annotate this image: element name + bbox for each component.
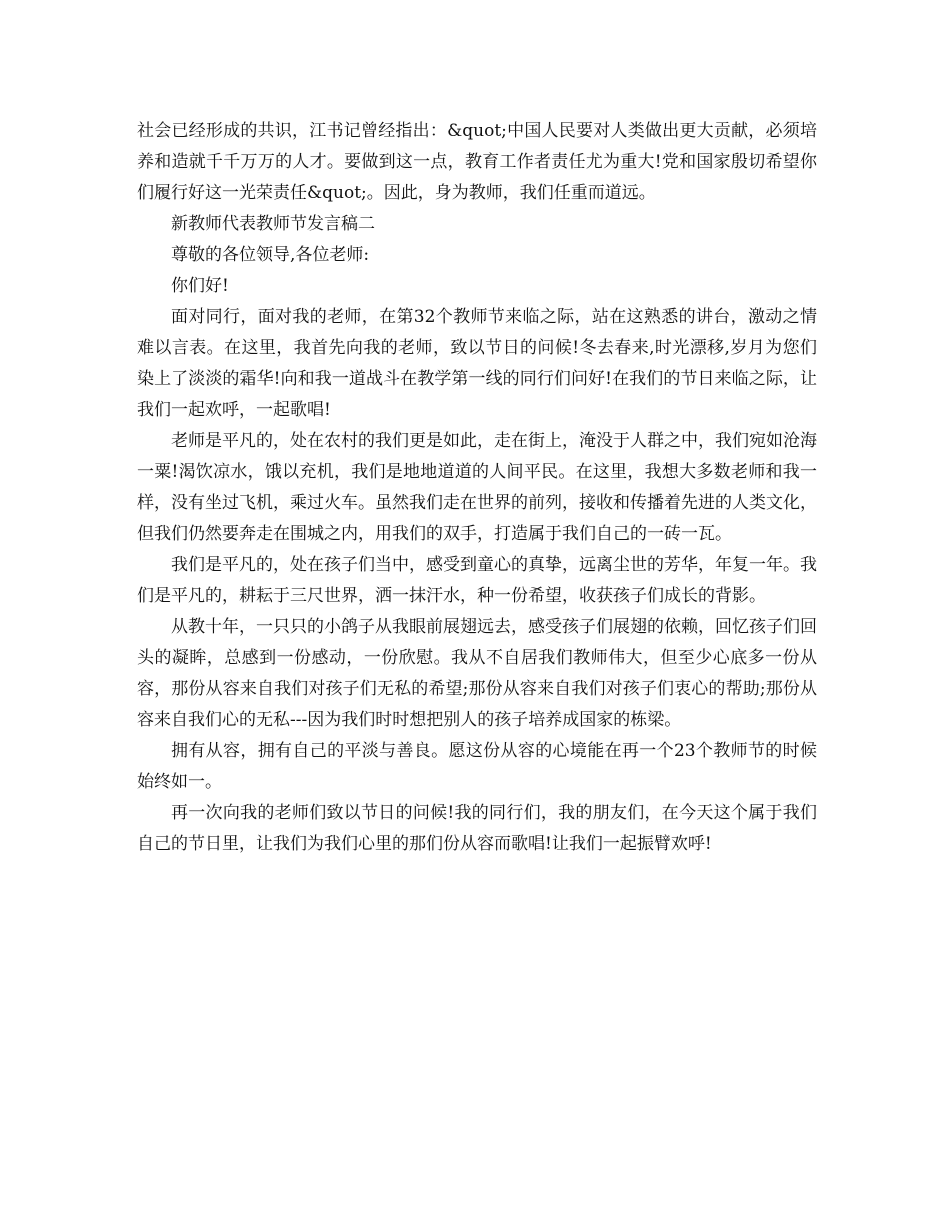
paragraph-body: 老师是平凡的，处在农村的我们更是如此，走在街上，淹没于人群之中，我们宛如沧海一粟!渴饮凉水，饿以充机，我们是地地道道的人间平民。在这里，我想大多数老师和我一样，没有坐过飞机，乘过火车。虽然我们走在世界的前列，接收和传播着先进的人类文化，但我们仍然要奔走在围城之内，用我们的双手，打造属于我们自己的一砖一瓦。 [137, 431, 817, 544]
paragraph-body: 我们是平凡的，处在孩子们当中，感受到童心的真挚，远离尘世的芳华，年复一年。我们是平凡的，耕耘于三尺世界，洒一抹汗水，种一份希望，收获孩子们成长的背影。 [137, 555, 817, 606]
paragraph-closing: 再一次向我的老师们致以节日的问候!我的同行们，我的朋友们，在今天这个属于我们自己的节日里，让我们为我们心里的那们份从容而歌唱!让我们一起振臂欢呼! [137, 803, 817, 854]
document-page [137, 116, 817, 860]
greeting: 你们好! [171, 276, 229, 296]
paragraph-body: 从教十年，一只只的小鸽子从我眼前展翅远去，感受孩子们展翅的依赖，回忆孩子们回头的凝眸，总感到一份感动，一份欣慰。我从不自居我们教师伟大，但至少心底多一份从容，那份从容来自我们对孩子们无私的希望;那份从容来自我们对孩子们衷心的帮助;那份从容来自我们心的无私---因为我们时时想把别人的孩子培养成国家的栋梁。 [137, 617, 817, 730]
salutation: 尊敬的各位领导,各位老师: [171, 245, 370, 265]
paragraph-body: 拥有从容，拥有自己的平淡与善良。愿这份从容的心境能在再一个23个教师节的时候始终如一。 [137, 741, 817, 792]
paragraph-intro: 社会已经形成的共识，江书记曾经指出：&quot;中国人民要对人类做出更大贡献，必须培养和造就千千万万的人才。要做到这一点，教育工作者责任尤为重大!党和国家殷切希望你们履行好这一光荣责任&quot;。因此，身为教师，我们任重而道远。 [137, 121, 817, 203]
section-title: 新教师代表教师节发言稿二 [171, 214, 375, 234]
paragraph-body: 面对同行，面对我的老师，在第32个教师节来临之际，站在这熟悉的讲台，激动之情难以言表。在这里，我首先向我的老师，致以节日的问候!冬去春来,时光漂移,岁月为您们染上了淡淡的霜华!向和我一道战斗在教学第一线的同行们问好!在我们的节日来临之际，让我们一起欢呼，一起歌唱! [137, 307, 817, 420]
